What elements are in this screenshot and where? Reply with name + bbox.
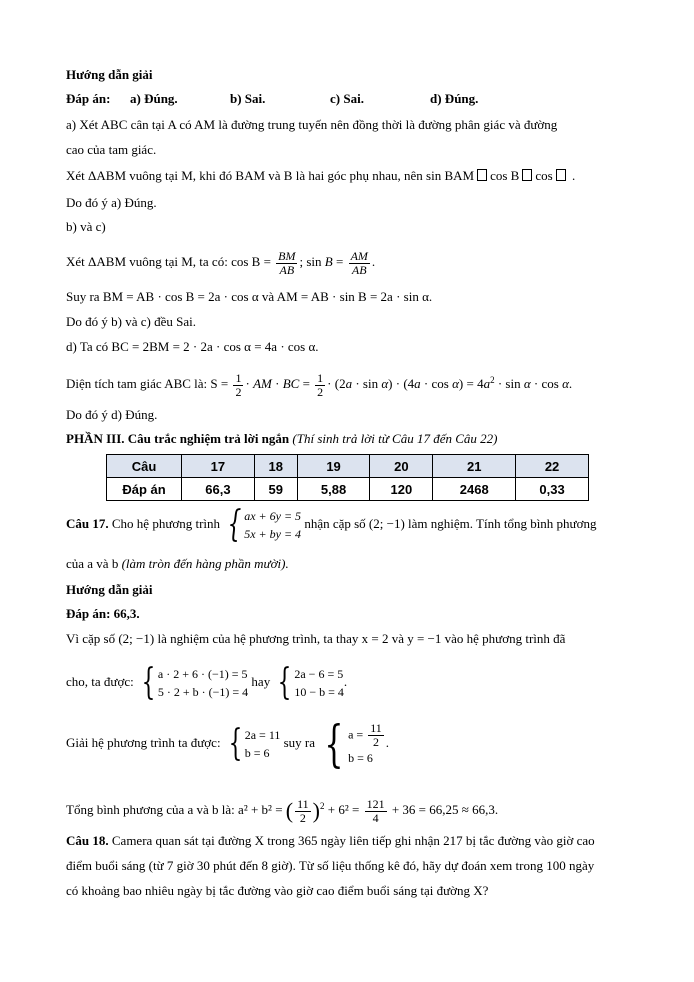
- answer-label: Đáp án:: [66, 91, 111, 106]
- table-cell: 0,33: [516, 478, 589, 501]
- table-cell: 20: [370, 455, 433, 478]
- missing-glyph-icon: [477, 169, 487, 181]
- sol17-s3b: b = 6: [244, 746, 270, 761]
- text-line-6: Xét ΔABM vuông tại M, ta có: cos B = $\frac{BM}{AB}$ ; sin B = $\frac{AM}{AB}$ .: [66, 248, 376, 277]
- q17-label: Câu 17.: [66, 516, 109, 531]
- text-line-3: Xét ΔABM vuông tại M, khi đó BAM và B là hai góc phụ nhau, nên sin BAM cos B cos .: [66, 168, 576, 183]
- fraction-am-ab: $\frac{AM}{AB}$: [350, 248, 368, 277]
- table-cell: Câu: [107, 455, 182, 478]
- text-line-4: Do đó ý a) Đúng.: [66, 195, 157, 210]
- question-18-line1: [66, 833, 595, 849]
- answer-d: d) Đúng.: [430, 91, 479, 106]
- sol17-system4: { a = $\frac{11}{2}$ b = 6: [318, 722, 385, 767]
- text-line-3b: cos B: [490, 168, 520, 183]
- sol17-s2a: 2a − 6 = 5: [294, 667, 344, 682]
- fraction-half: $\frac{1}{2}$: [317, 370, 324, 399]
- text-line-9: d) Ta có BC = 2BM = 2 · 2a · cos α = 4a · cos α.: [66, 339, 319, 354]
- sol17-s4b: b = 6: [348, 750, 373, 765]
- answer-a: a) Đúng.: [130, 91, 178, 106]
- table-cell: Đáp án: [107, 478, 182, 501]
- text-line-7: Suy ra BM = AB · cos B = 2a · cos α và AM = AB · sin B = 2a · sin α.: [66, 289, 433, 304]
- sol17-s2b: 10 − b = 4: [294, 685, 344, 700]
- question-17: [66, 504, 597, 546]
- sol17-text4: Tổng bình phương của a và b là: a² + b² =: [66, 802, 283, 817]
- sol17-text4end: + 6² =: [327, 802, 360, 817]
- text-line-10a: Diện tích tam giác ABC là: S =: [66, 376, 229, 391]
- answer-line: [66, 91, 479, 107]
- answer-table: [106, 454, 589, 501]
- sol17-heading: Hướng dẫn giải: [66, 582, 153, 597]
- q17-note: (làm tròn đến hàng phần mười).: [121, 556, 289, 571]
- sol17-system1: { a · 2 + 6 · (−1) = 5 5 · 2 + b · (−1) = 4: [141, 662, 249, 704]
- fraction-11-2: $\frac{11}{2}$: [370, 720, 382, 749]
- q18-text1: Camera quan sát tại đường X trong 365 ngày liên tiếp ghi nhận 217 bị tắc đường vào giờ cao: [111, 833, 595, 848]
- answer-b: b) Sai.: [230, 91, 266, 106]
- table-cell: 17: [182, 455, 255, 478]
- answer-c: c) Sai.: [330, 91, 364, 106]
- q17-text3: của a và b: [66, 556, 119, 571]
- sol17-hay: hay: [251, 674, 271, 689]
- sol17-system3: { 2a = 11 b = 6: [228, 723, 281, 765]
- sol17-text1: Vì cặp số (2; −1) là nghiệm của hệ phương trình, ta thay x = 2 và y = −1 vào hệ phương trình đã: [66, 631, 566, 646]
- sol17-text2: cho, ta được:: [66, 674, 134, 689]
- q17-text1: Cho hệ phương trình: [111, 516, 221, 531]
- text-line-2: cao của tam giác.: [66, 142, 157, 157]
- q17-eq1: ax + 6y = 5: [244, 509, 302, 524]
- sol17-line2: cho, ta được: { a · 2 + 6 · (−1) = 5 5 · 2 + b · (−1) = 4 hay { 2a − 6 = 5 10 − b = 4 .: [66, 662, 348, 704]
- text-line-8: Do đó ý b) và c) đều Sai.: [66, 314, 196, 329]
- sol17-answer: Đáp án: 66,3.: [66, 606, 140, 621]
- table-cell: 66,3: [182, 478, 255, 501]
- part3-heading: [66, 431, 497, 447]
- text-line-3c: cos: [535, 168, 553, 183]
- text-line-11: Do đó ý d) Đúng.: [66, 407, 158, 422]
- sol17-s1b: 5 · 2 + b · (−1) = 4: [157, 685, 249, 700]
- sol17-suyra: suy ra: [283, 735, 316, 750]
- table-header-row: [107, 455, 589, 478]
- text-line-10: Diện tích tam giác ABC là: S = $\frac{1}{2}$ · AM · BC = $\frac{1}{2}$ · $(2a \cdot \sin \alpha) \cdot (4a \cdot \cos \alpha) = 4a^2 \cdot \sin \alpha \cdot \cos \alpha$.: [66, 370, 573, 399]
- table-cell: 22: [516, 455, 589, 478]
- question-17-line2: [66, 556, 289, 572]
- part3-note: (Thí sinh trả lời từ Câu 17 đến Câu 22): [292, 431, 498, 446]
- missing-glyph-icon: [522, 169, 532, 181]
- table-cell: 21: [433, 455, 516, 478]
- table-row: [107, 478, 589, 501]
- fraction-121-4: $\frac{121}{4}$: [366, 796, 385, 825]
- text-line-1: a) Xét ABC cân tại A có AM là đường trung tuyến nên đồng thời là đường phân giác và đường: [66, 117, 558, 132]
- solution-heading: Hướng dẫn giải: [66, 67, 153, 82]
- table-cell: 18: [254, 455, 297, 478]
- fraction-bm-ab: $\frac{BM}{AB}$: [278, 248, 296, 277]
- sol17-text4tail: + 36 = 66,25 ≈ 66,3.: [391, 802, 499, 817]
- table-cell: 5,88: [297, 478, 370, 501]
- sol17-line4: Tổng bình phương của a và b là: a² + b² = ( $\frac{11}{2}$ )$^2$ + 6² = $\frac{121}{4}$ + 36 = 66,25 ≈ 66,3.: [66, 796, 499, 825]
- table-cell: 2468: [433, 478, 516, 501]
- q18-label: Câu 18.: [66, 833, 109, 848]
- sol17-line3: Giải hệ phương trình ta được: { 2a = 11 b = 6 suy ra { a = $\frac{11}{2}$ b = 6 .: [66, 715, 390, 774]
- text-line-5: b) và c): [66, 219, 106, 234]
- q17-system: { ax + 6y = 5 5x + by = 4: [227, 504, 302, 546]
- table-cell: 120: [370, 478, 433, 501]
- question-18-line2: điểm buổi sáng (từ 7 giờ 30 phút đến 8 giờ). Từ số liệu thống kê đó, hãy dự đoán xem trong 100 ngày: [66, 858, 595, 873]
- fraction-11-2: $\frac{11}{2}$: [297, 796, 309, 825]
- q17-text2: nhận cặp số (2; −1) làm nghiệm. Tính tổng bình phương: [304, 516, 597, 531]
- text-line-3a: Xét ΔABM vuông tại M, khi đó BAM và B là hai góc phụ nhau, nên sin BAM: [66, 168, 475, 183]
- fraction-half: $\frac{1}{2}$: [235, 370, 242, 399]
- text-line-6a: Xét ΔABM vuông tại M, ta có: cos B =: [66, 254, 271, 269]
- table-cell: 19: [297, 455, 370, 478]
- table-cell: 59: [254, 478, 297, 501]
- sol17-system2: { 2a − 6 = 5 10 − b = 4: [278, 662, 344, 704]
- part3-title: PHẦN III. Câu trắc nghiệm trả lời ngắn: [66, 431, 290, 446]
- sol17-s3a: 2a = 11: [244, 728, 281, 743]
- sol17-s1a: a · 2 + 6 · (−1) = 5: [157, 667, 248, 682]
- question-18-line3: có khoảng bao nhiêu ngày bị tắc đường vào giờ cao điểm buổi sáng tại đường X?: [66, 883, 489, 898]
- missing-glyph-icon: [556, 169, 566, 181]
- q17-eq2: 5x + by = 4: [244, 527, 302, 542]
- sol17-text3: Giải hệ phương trình ta được:: [66, 735, 221, 750]
